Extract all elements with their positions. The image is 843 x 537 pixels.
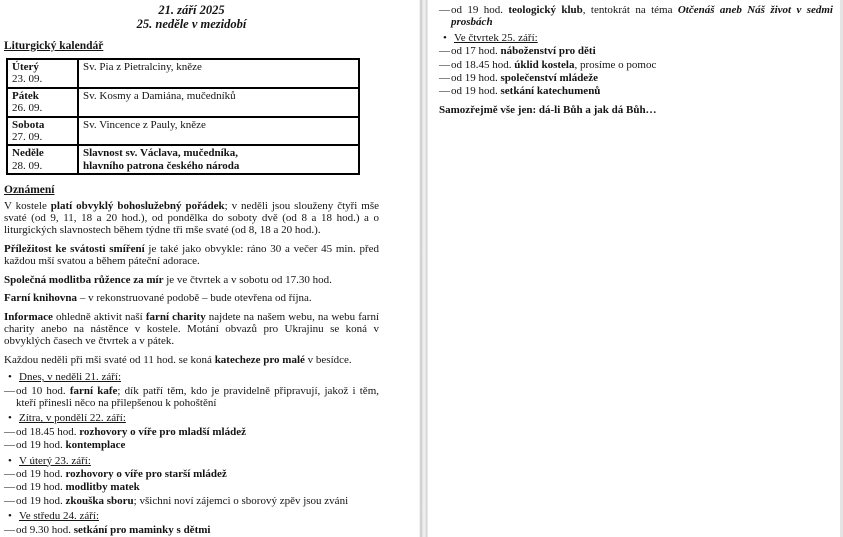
text-segment: farní charity bbox=[145, 310, 206, 323]
text-segment: ; v neděli jsou slouženy čtyři mše svaté (od 9, 11, 18 a 20 hod.), od pondělka do soboty dvě (od 8 a 18 hod.) a o liturgických slavnostech během týdne tři mše svaté (od 8, 18 a 20 hod.). bbox=[4, 199, 380, 237]
day-date: 23. 09. bbox=[12, 73, 43, 86]
text-segment: zkouška sboru bbox=[65, 494, 134, 507]
table-row bbox=[7, 145, 359, 174]
header-sunday-title: 25. neděle v mezidobí bbox=[136, 16, 247, 31]
bullet-icon: • bbox=[8, 510, 12, 523]
text-segment: rozhovory o víře pro starší mládež bbox=[65, 467, 227, 480]
text-segment: , prosíme o pomoc bbox=[574, 58, 657, 71]
day-name: Neděle bbox=[12, 147, 44, 160]
document-header bbox=[4, 4, 379, 32]
bullet-item bbox=[4, 412, 379, 424]
text-segment: Informace bbox=[4, 310, 53, 323]
feast-text: hlavního patrona českého národa bbox=[83, 159, 240, 172]
bullet-icon: • bbox=[8, 412, 12, 425]
dash-item bbox=[4, 495, 379, 507]
dash-item bbox=[4, 524, 379, 536]
bullet-item bbox=[439, 32, 833, 44]
text-segment: najdete na našem webu, na webu farní charity anebo na nástěnce v kostele. Motání obvazů pro Ukrajinu se koná v obvyklých časech ve čtvrtek a v pátek. bbox=[4, 310, 380, 348]
text-segment: , tentokrát na téma bbox=[582, 4, 678, 16]
text-segment: společenství mládeže bbox=[500, 72, 598, 85]
text-segment: – v rekonstruované podobě – bude otevřena od října. bbox=[77, 292, 312, 305]
text-segment: V úterý 23. září: bbox=[19, 454, 91, 467]
text-segment: Samozřejmě vše jen: dá-li Bůh a jak dá Bůh… bbox=[439, 103, 657, 116]
text-segment: Ve středu 24. září: bbox=[19, 510, 100, 523]
dash-item bbox=[4, 385, 379, 410]
text-segment: Otčenáš aneb Náš život v sedmi prosbách bbox=[451, 4, 833, 29]
calendar-feast-cell bbox=[78, 117, 359, 146]
dash-item bbox=[439, 4, 833, 29]
day-date: 27. 09. bbox=[12, 131, 43, 144]
text-segment: od 9.30 hod. bbox=[16, 523, 74, 536]
paragraph bbox=[4, 200, 379, 237]
dash-icon: — bbox=[4, 467, 15, 480]
bullet-item bbox=[4, 455, 379, 467]
text-segment: od 19 hod. bbox=[16, 467, 66, 480]
feast-text: Sv. Pia z Pietralciny, kněze bbox=[83, 61, 202, 73]
text-segment: od 19 hod. bbox=[451, 85, 501, 98]
day-date: 26. 09. bbox=[12, 102, 43, 115]
dash-item bbox=[439, 72, 833, 84]
bullet-icon: • bbox=[8, 371, 12, 384]
announcements-left-column bbox=[4, 200, 379, 536]
dash-icon: — bbox=[4, 523, 15, 536]
text-segment: Společná modlitba růžence za mír bbox=[4, 273, 164, 286]
dash-item bbox=[439, 45, 833, 57]
calendar-day-cell bbox=[7, 145, 78, 174]
dash-item bbox=[4, 439, 379, 451]
dash-item bbox=[4, 468, 379, 480]
page-left bbox=[0, 0, 419, 537]
calendar-day-cell bbox=[7, 59, 78, 88]
day-name: Sobota bbox=[12, 118, 45, 131]
paragraph bbox=[4, 274, 379, 286]
calendar-feast-cell bbox=[78, 59, 359, 88]
calendar-day-cell bbox=[7, 117, 78, 146]
text-segment: od 18.45 hod. bbox=[451, 58, 515, 71]
text-segment: náboženství pro děti bbox=[500, 45, 596, 58]
dash-icon: — bbox=[439, 72, 450, 85]
text-segment: setkání katechumenů bbox=[500, 85, 601, 98]
text-segment: úklid kostela bbox=[514, 58, 575, 71]
text-segment: setkání pro maminky s dětmi bbox=[73, 523, 211, 536]
feast-text: Slavnost sv. Václava, mučedníka, bbox=[83, 147, 239, 160]
text-segment: od 19 hod. bbox=[16, 494, 66, 507]
text-segment: Každou neděli při mši svaté od 11 hod. se koná bbox=[4, 353, 215, 366]
dash-icon: — bbox=[4, 494, 15, 507]
dash-icon: — bbox=[439, 4, 450, 16]
text-segment: rozhovory o víře pro mladší mládež bbox=[79, 425, 246, 438]
dash-item bbox=[4, 426, 379, 438]
text-segment: ; všichni noví zájemci o sborový zpěv jsou zváni bbox=[133, 494, 349, 507]
bullet-icon: • bbox=[8, 454, 12, 467]
text-segment: Zítra, v pondělí 22. září: bbox=[19, 412, 126, 425]
text-segment: Příležitost ke svátosti smíření bbox=[4, 242, 145, 255]
page-right bbox=[428, 0, 843, 537]
text-segment: ; dík patří těm, kdo je pravidelně připravují, jakož i těm, kteří přinesli něco na přilepšenou k pohoštění bbox=[16, 384, 379, 409]
text-segment: od 10 hod. bbox=[16, 384, 70, 397]
text-segment: od 17 hod. bbox=[451, 45, 501, 58]
text-segment: Dnes, v neděli 21. září: bbox=[19, 371, 122, 384]
calendar-day-cell bbox=[7, 88, 78, 117]
paragraph bbox=[4, 292, 379, 304]
feast-text: Sv. Vincence z Pauly, kněze bbox=[83, 118, 206, 131]
day-date: 28. 09. bbox=[12, 159, 43, 172]
text-segment: modlitby matek bbox=[65, 481, 140, 494]
paragraph bbox=[4, 311, 379, 348]
header-date: 21. září 2025 bbox=[158, 3, 225, 17]
text-segment: je také jako obvykle: ráno 30 a večer 45 min. před každou mší svatou a během páteční adorace. bbox=[4, 242, 379, 268]
text-segment: katecheze pro malé bbox=[214, 353, 305, 366]
bullet-item bbox=[4, 510, 379, 522]
text-segment: ohledně aktivit naší bbox=[52, 310, 146, 323]
dash-item bbox=[439, 59, 833, 71]
dash-item bbox=[4, 481, 379, 493]
paragraph bbox=[4, 354, 379, 366]
announcements-heading: Oznámení bbox=[4, 184, 55, 197]
text-segment: je ve čtvrtek a v sobotu od 17.30 hod. bbox=[163, 273, 332, 286]
page-divider bbox=[419, 0, 428, 537]
day-name: Úterý bbox=[12, 61, 39, 73]
calendar-feast-cell bbox=[78, 88, 359, 117]
liturgical-calendar-table bbox=[6, 58, 360, 175]
dash-icon: — bbox=[4, 439, 15, 452]
feast-text: Sv. Kosmy a Damiána, mučedníků bbox=[83, 89, 236, 102]
text-segment: kontemplace bbox=[65, 439, 126, 452]
text-segment: od 19 hod. bbox=[451, 72, 501, 85]
dash-icon: — bbox=[4, 425, 15, 438]
text-segment: teologický klub bbox=[508, 4, 583, 16]
text-segment: v besídce. bbox=[304, 353, 352, 366]
table-row bbox=[7, 117, 359, 146]
paragraph bbox=[4, 243, 379, 268]
bullet-item bbox=[4, 371, 379, 383]
dash-icon: — bbox=[439, 85, 450, 98]
text-segment: od 18.45 hod. bbox=[16, 425, 80, 438]
dash-icon: — bbox=[439, 58, 450, 71]
day-name: Pátek bbox=[12, 89, 39, 102]
dash-icon: — bbox=[4, 481, 15, 494]
calendar-feast-cell bbox=[78, 145, 359, 174]
text-segment: od 19 hod. bbox=[451, 4, 509, 16]
bullet-icon: • bbox=[443, 31, 447, 44]
announcements-right-column bbox=[439, 4, 833, 116]
text-segment: V kostele bbox=[4, 199, 51, 212]
dash-icon: — bbox=[4, 384, 15, 397]
dash-item bbox=[439, 85, 833, 97]
text-segment: platí obvyklý bohoslužebný pořádek bbox=[50, 199, 225, 212]
paragraph bbox=[439, 104, 833, 116]
table-row bbox=[7, 88, 359, 117]
text-segment: od 19 hod. bbox=[16, 481, 66, 494]
text-segment: farní kafe bbox=[69, 384, 118, 397]
dash-icon: — bbox=[439, 45, 450, 58]
text-segment: Ve čtvrtek 25. září: bbox=[454, 31, 538, 44]
text-segment: od 19 hod. bbox=[16, 439, 66, 452]
text-segment: Farní knihovna bbox=[4, 292, 78, 305]
liturgical-calendar-heading: Liturgický kalendář bbox=[4, 39, 104, 52]
table-row bbox=[7, 59, 359, 88]
